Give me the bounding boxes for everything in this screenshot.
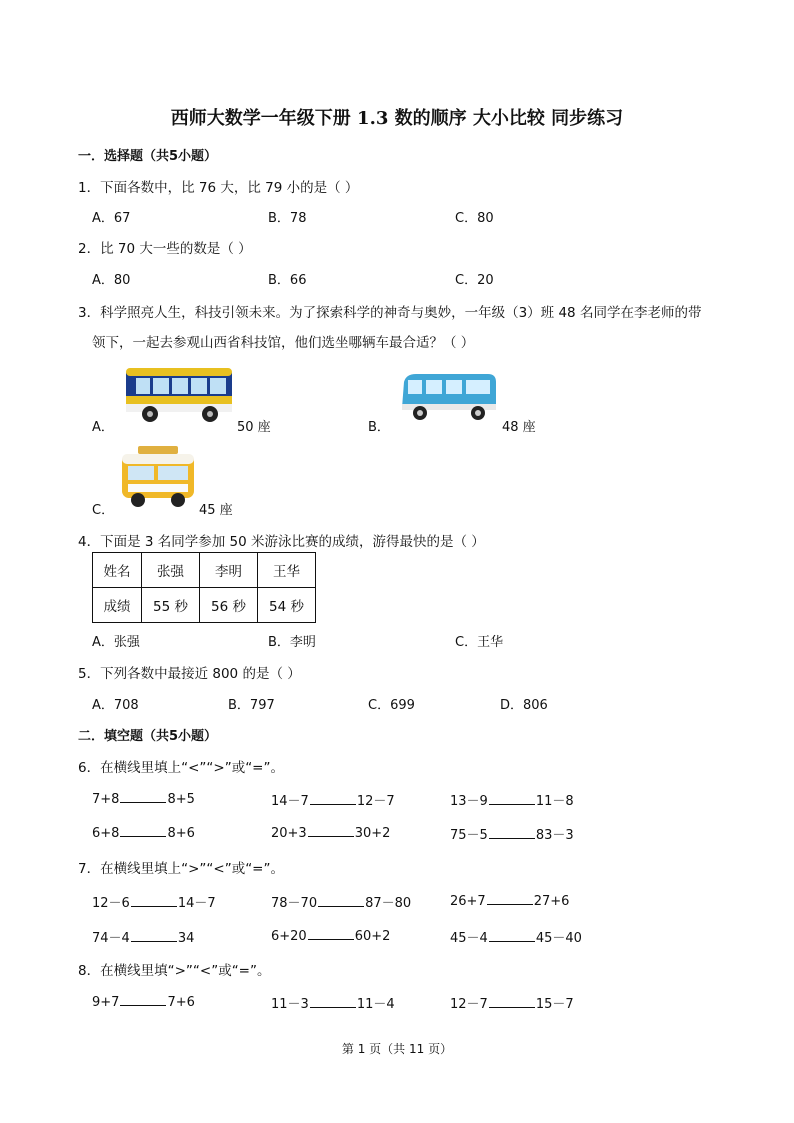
question-4-option-c[interactable]: C．王华 bbox=[455, 635, 504, 650]
question-6-item bbox=[92, 824, 195, 841]
minibus-image bbox=[396, 368, 502, 426]
expr-right: 34 bbox=[177, 931, 195, 946]
answer-blank[interactable] bbox=[308, 927, 354, 940]
swim-results-table bbox=[92, 552, 316, 623]
question-3-option-c-seats: 45 座 bbox=[199, 503, 233, 518]
question-1-option-a[interactable]: A．67 bbox=[92, 211, 131, 226]
question-6-item bbox=[450, 824, 574, 843]
expr-left: 26+7 bbox=[450, 894, 486, 909]
question-6-item bbox=[271, 824, 390, 841]
expr-left: 78－70 bbox=[271, 896, 318, 911]
expr-right: 60+2 bbox=[354, 929, 391, 944]
answer-blank[interactable] bbox=[120, 993, 166, 1006]
answer-blank[interactable] bbox=[131, 929, 177, 942]
expr-right: 11－4 bbox=[356, 997, 395, 1012]
table-header-cell: 姓名 bbox=[93, 553, 142, 588]
expr-left: 20+3 bbox=[271, 826, 307, 841]
question-7-item bbox=[450, 892, 569, 909]
answer-blank[interactable] bbox=[489, 792, 535, 805]
question-2-stem: 2．比 70 大一些的数是（ ） bbox=[78, 241, 252, 257]
question-4-option-b[interactable]: B．李明 bbox=[268, 635, 316, 650]
answer-blank[interactable] bbox=[489, 929, 535, 942]
question-3-option-a[interactable]: A． bbox=[92, 420, 114, 435]
table-header-cell: 李明 bbox=[200, 553, 258, 588]
question-7-item bbox=[450, 927, 582, 946]
expr-right: 83－3 bbox=[535, 828, 574, 843]
question-3-option-b-seats: 48 座 bbox=[502, 420, 536, 435]
expr-right: 8+6 bbox=[167, 826, 195, 841]
expr-left: 45－4 bbox=[450, 931, 488, 946]
expr-left: 6+20 bbox=[271, 929, 307, 944]
expr-right: 30+2 bbox=[354, 826, 391, 841]
page-title: 西师大数学一年级下册 1.3 数的顺序 大小比较 同步练习 bbox=[170, 108, 624, 129]
question-8-item bbox=[450, 993, 574, 1012]
answer-blank[interactable] bbox=[487, 892, 533, 905]
question-2-option-c[interactable]: C．20 bbox=[455, 273, 494, 288]
expr-left: 11－3 bbox=[271, 997, 309, 1012]
expr-left: 14－7 bbox=[271, 794, 309, 809]
section-heading-fill: 二．填空题（共5小题） bbox=[78, 729, 218, 744]
question-5-stem: 5．下列各数中最接近 800 的是（ ） bbox=[78, 666, 301, 682]
expr-left: 7+8 bbox=[92, 792, 120, 807]
expr-left: 12－7 bbox=[450, 997, 488, 1012]
expr-left: 74－4 bbox=[92, 931, 130, 946]
section-heading-choice: 一．选择题（共5小题） bbox=[78, 149, 218, 164]
expr-left: 75－5 bbox=[450, 828, 488, 843]
expr-right: 12－7 bbox=[356, 794, 395, 809]
question-5-option-d[interactable]: D．806 bbox=[500, 698, 548, 713]
table-row bbox=[93, 553, 316, 588]
question-6-item bbox=[450, 790, 574, 809]
page-footer: 第 1 页（共 11 页） bbox=[341, 1042, 453, 1056]
question-2-option-b[interactable]: B．66 bbox=[268, 273, 307, 288]
answer-blank[interactable] bbox=[308, 824, 354, 837]
question-1-option-b[interactable]: B．78 bbox=[268, 211, 307, 226]
expr-left: 6+8 bbox=[92, 826, 120, 841]
answer-blank[interactable] bbox=[318, 894, 364, 907]
table-header-cell: 张强 bbox=[142, 553, 200, 588]
question-7-item bbox=[271, 927, 390, 944]
question-3-stem-line2: 领下，一起去参观山西省科技馆，他们选坐哪辆车最合适？（ ） bbox=[92, 335, 475, 351]
answer-blank[interactable] bbox=[120, 790, 166, 803]
question-6-stem: 6．在横线里填上“<”“>”或“=”。 bbox=[78, 760, 284, 776]
table-row bbox=[93, 588, 316, 623]
expr-right: 7+6 bbox=[167, 995, 195, 1010]
question-3-stem-line1: 3．科学照亮人生，科技引领未来。为了探索科学的神奇与奥妙，一年级（3）班 48 名同学在李老师的带 bbox=[78, 305, 702, 321]
question-7-item bbox=[92, 892, 216, 911]
question-5-option-a[interactable]: A．708 bbox=[92, 698, 139, 713]
question-5-option-c[interactable]: C．699 bbox=[368, 698, 415, 713]
question-1-option-c[interactable]: C．80 bbox=[455, 211, 494, 226]
question-8-item bbox=[271, 993, 395, 1012]
table-cell: 54 秒 bbox=[258, 588, 316, 623]
question-3-option-a-seats: 50 座 bbox=[237, 420, 271, 435]
question-3-option-c[interactable]: C． bbox=[92, 503, 115, 518]
answer-blank[interactable] bbox=[120, 824, 166, 837]
question-8-item bbox=[92, 993, 195, 1010]
expr-right: 15－7 bbox=[535, 997, 574, 1012]
question-6-item bbox=[271, 790, 395, 809]
expr-right: 87－80 bbox=[365, 896, 412, 911]
question-4-stem: 4．下面是 3 名同学参加 50 米游泳比赛的成绩，游得最快的是（ ） bbox=[78, 534, 485, 550]
table-cell: 55 秒 bbox=[142, 588, 200, 623]
table-cell: 56 秒 bbox=[200, 588, 258, 623]
answer-blank[interactable] bbox=[131, 894, 177, 907]
question-8-stem: 8．在横线里填“>”“<”或“=”。 bbox=[78, 963, 271, 979]
question-1-stem: 1．下面各数中，比 76 大，比 79 小的是（ ） bbox=[78, 180, 359, 196]
question-7-stem: 7．在横线里填上“>”“<”或“=”。 bbox=[78, 861, 284, 877]
expr-right: 27+6 bbox=[533, 894, 570, 909]
question-4-option-a[interactable]: A．张强 bbox=[92, 635, 140, 650]
question-2-option-a[interactable]: A．80 bbox=[92, 273, 131, 288]
question-5-option-b[interactable]: B．797 bbox=[228, 698, 275, 713]
table-cell: 成绩 bbox=[93, 588, 142, 623]
table-header-cell: 王华 bbox=[258, 553, 316, 588]
expr-right: 14－7 bbox=[177, 896, 216, 911]
city-bus-image bbox=[122, 362, 236, 424]
question-6-item bbox=[92, 790, 195, 807]
expr-left: 13－9 bbox=[450, 794, 488, 809]
question-7-item bbox=[271, 892, 411, 911]
answer-blank[interactable] bbox=[489, 826, 535, 839]
expr-left: 12－6 bbox=[92, 896, 130, 911]
expr-right: 45－40 bbox=[535, 931, 582, 946]
yellow-bus-image bbox=[116, 444, 198, 510]
expr-right: 8+5 bbox=[167, 792, 195, 807]
expr-left: 9+7 bbox=[92, 995, 120, 1010]
expr-right: 11－8 bbox=[535, 794, 574, 809]
question-7-item bbox=[92, 927, 194, 946]
answer-blank[interactable] bbox=[310, 792, 356, 805]
question-3-option-b[interactable]: B． bbox=[368, 420, 390, 435]
answer-blank[interactable] bbox=[489, 995, 535, 1008]
answer-blank[interactable] bbox=[310, 995, 356, 1008]
